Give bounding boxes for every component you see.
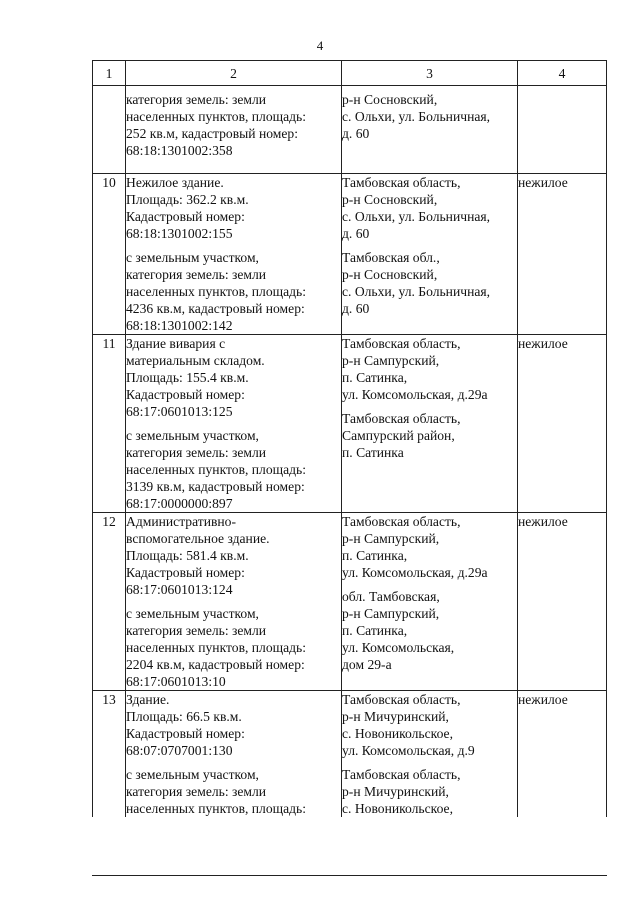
property-description xyxy=(126,335,342,513)
land-plot-address: обл. Тамбовская, р-н Сампурский, п. Сатинка, ул. Комсомольская, дом 29-а xyxy=(342,589,455,672)
header-col-4: 4 xyxy=(518,61,607,86)
building-address: Тамбовская область, р-н Сосновский, с. Ольхи, ул. Больничная, д. 60 xyxy=(342,175,491,241)
row-number: 10 xyxy=(93,174,126,335)
land-plot-address: р-н Сосновский, с. Ольхи, ул. Больничная, д. 60 xyxy=(342,92,491,141)
table-row xyxy=(93,691,607,818)
property-description xyxy=(126,691,342,818)
header-col-1: 1 xyxy=(93,61,126,86)
land-plot-address: Тамбовская обл., р-н Сосновский, с. Ольхи, ул. Больничная, д. 60 xyxy=(342,250,491,316)
building-address: Тамбовская область, р-н Сампурский, п. Сатинка, ул. Комсомольская, д.29а xyxy=(342,336,488,402)
row-number: 12 xyxy=(93,513,126,691)
table-header-row xyxy=(93,61,607,86)
building-description: Нежилое здание. Площадь: 362.2 кв.м. Кадастровый номер: 68:18:1301002:155 xyxy=(126,175,249,241)
row-number xyxy=(93,86,126,174)
property-purpose: нежилое xyxy=(518,335,607,513)
property-description xyxy=(126,174,342,335)
property-description xyxy=(126,513,342,691)
property-description xyxy=(126,86,342,174)
page-number: 4 xyxy=(316,38,324,53)
building-description: Административно- вспомогательное здание. Площадь: 581.4 кв.м. Кадастровый номер: 68:17:0601013:124 xyxy=(126,514,270,597)
table-row xyxy=(93,335,607,513)
table-row xyxy=(93,513,607,691)
row-number: 11 xyxy=(93,335,126,513)
land-plot-description: категория земель: земли населенных пунктов, площадь: 252 кв.м, кадастровый номер: 68:18:1301002:358 xyxy=(126,92,307,158)
property-purpose: нежилое xyxy=(518,691,607,818)
table-row xyxy=(93,174,607,335)
table-row xyxy=(93,86,607,174)
building-address: Тамбовская область, р-н Мичуринский, с. Новоникольское, ул. Комсомольская, д.9 xyxy=(342,692,475,758)
table-bottom-border xyxy=(92,875,607,876)
property-purpose: нежилое xyxy=(518,174,607,335)
land-plot-description: с земельным участком, категория земель: земли населенных пунктов, площадь: 4236 кв.м, кадастровый номер: 68:18:1301002:142 xyxy=(126,250,307,333)
property-purpose xyxy=(518,86,607,174)
property-address xyxy=(342,335,518,513)
property-purpose: нежилое xyxy=(518,513,607,691)
property-address xyxy=(342,86,518,174)
property-address xyxy=(342,174,518,335)
building-address: Тамбовская область, р-н Сампурский, п. Сатинка, ул. Комсомольская, д.29а xyxy=(342,514,488,580)
land-plot-description: с земельным участком, категория земель: земли населенных пунктов, площадь: 2204 кв.м, кадастровый номер: 68:17:0601013:10 xyxy=(126,606,307,689)
property-address xyxy=(342,513,518,691)
land-plot-description: с земельным участком, категория земель: земли населенных пунктов, площадь: xyxy=(126,767,307,816)
land-plot-description: с земельным участком, категория земель: земли населенных пунктов, площадь: 3139 кв.м, кадастровый номер: 68:17:0000000:897 xyxy=(126,428,307,511)
land-plot-address: Тамбовская область, Сампурский район, п. Сатинка xyxy=(342,411,461,460)
property-address xyxy=(342,691,518,818)
header-col-2: 2 xyxy=(126,61,342,86)
land-plot-address: Тамбовская область, р-н Мичуринский, с. Новоникольское, xyxy=(342,767,461,816)
row-number: 13 xyxy=(93,691,126,818)
building-description: Здание вивария с материальным складом. Площадь: 155.4 кв.м. Кадастровый номер: 68:17:0601013:125 xyxy=(126,336,265,419)
building-description: Здание. Площадь: 66.5 кв.м. Кадастровый номер: 68:07:0707001:130 xyxy=(126,692,245,758)
property-table xyxy=(92,60,607,817)
header-col-3: 3 xyxy=(342,61,518,86)
